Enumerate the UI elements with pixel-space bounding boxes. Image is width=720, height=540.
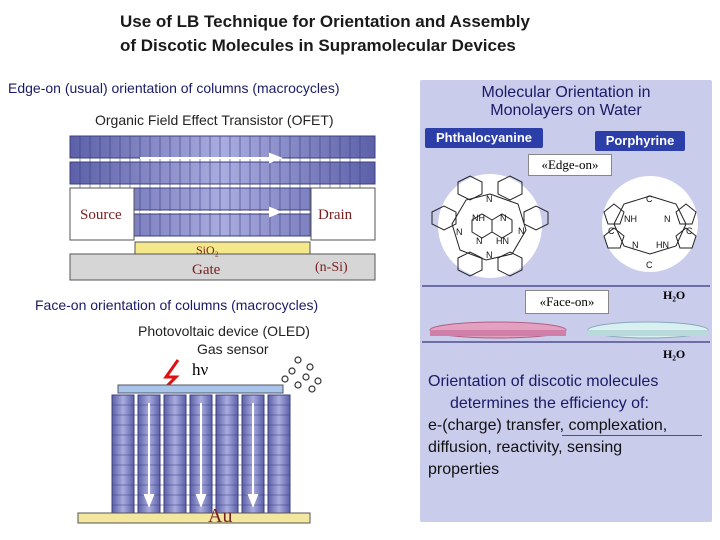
drain-label: Drain <box>318 207 353 223</box>
porphyrine-tag: Porphyrine <box>595 131 685 151</box>
nsi-label: (n-Si) <box>315 260 348 275</box>
pc-atom-n-right: N <box>500 213 507 223</box>
title-line-2: of Discotic Molecules in Supramolecular Devices <box>120 36 516 55</box>
porphyrine-disc-side <box>588 330 708 336</box>
hv-label: hν <box>192 360 209 379</box>
pc-atom-n-top: N <box>486 194 493 204</box>
molecular-orientation-heading <box>425 84 707 120</box>
sio2-label: SiO₂ <box>196 243 219 257</box>
orient-line-3: e-(charge) transfer, complexation, <box>428 417 668 434</box>
pc-atom-n-bottom: N <box>486 250 493 260</box>
molecule-structures <box>428 172 712 282</box>
h2o-label-top: H₂O <box>663 288 686 302</box>
pv-label: Photovoltaic device (OLED) <box>138 323 310 339</box>
h2o-label-bottom: H₂O <box>663 347 686 361</box>
orient-line-5: properties <box>428 461 500 478</box>
edge-on-heading: Edge-on (usual) orientation of columns (macrocycles) <box>8 80 340 96</box>
face-on-diagram <box>60 355 330 525</box>
ofet-label: Organic Field Effect Transistor (OFET) <box>95 112 334 128</box>
por-atom-c-top: C <box>646 194 653 204</box>
phthalocyanine-tag: Phthalocyanine <box>425 128 543 148</box>
page-title <box>120 10 640 58</box>
pc-atom-n-bl: N <box>476 236 483 246</box>
por-atom-n-right: N <box>664 214 671 224</box>
gas-sensor-label: Gas sensor <box>197 341 269 357</box>
edge-on-box: «Edge-on» <box>528 154 612 176</box>
gas-molecules-icon <box>282 357 321 392</box>
gate-label: Gate <box>192 262 221 278</box>
source-label: Source <box>80 207 122 223</box>
por-atom-c-left: C <box>608 226 615 236</box>
por-atom-nh: NH <box>624 214 637 224</box>
face-on-columns <box>112 395 290 513</box>
pc-atom-nh: NH <box>472 213 485 223</box>
orient-line-1: Orientation of discotic molecules <box>428 373 659 390</box>
por-atom-c-bottom: C <box>646 260 653 270</box>
sio2-layer <box>135 242 310 254</box>
top-electrode <box>118 385 283 393</box>
orient-line-2: determines the efficiency of: <box>450 395 649 412</box>
face-on-heading: Face-on orientation of columns (macrocycles) <box>35 297 319 313</box>
face-on-box: «Face-on» <box>525 290 609 314</box>
pc-atom-hn: HN <box>496 236 509 246</box>
complexation-underline <box>562 435 702 436</box>
mol-heading-line-1: Molecular Orientation in <box>481 84 651 101</box>
por-atom-hn: HN <box>656 240 669 250</box>
phthalocyanine-disc <box>438 174 542 278</box>
orient-line-4: diffusion, reactivity, sensing <box>428 439 623 456</box>
au-label: Au <box>208 505 233 527</box>
au-electrode <box>78 513 310 523</box>
por-atom-c-right: C <box>686 226 693 236</box>
pc-atom-n-left: N <box>456 227 463 237</box>
mol-heading-line-2: Monolayers on Water <box>490 102 642 119</box>
por-atom-n-left: N <box>632 240 639 250</box>
phthalocyanine-disc-side <box>430 330 566 336</box>
title-line-1: Use of LB Technique for Orientation and Assembly <box>120 12 530 31</box>
pc-atom-n-br: N <box>518 226 525 236</box>
